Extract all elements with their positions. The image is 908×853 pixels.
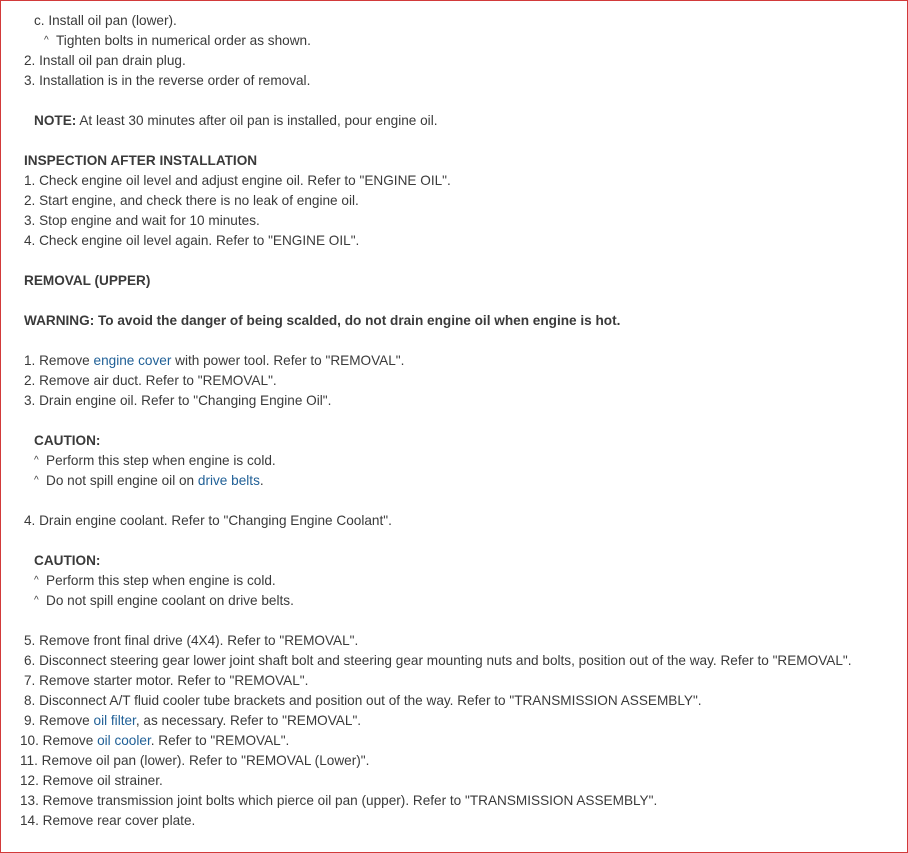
step-text: 9. Remove: [24, 713, 94, 728]
note-label: NOTE:: [34, 113, 77, 128]
install-note: [1, 111, 907, 131]
removal-heading: REMOVAL (UPPER): [24, 273, 151, 288]
oil-cooler-link[interactable]: oil cooler: [97, 733, 151, 748]
caret-bullet-icon: ^: [34, 455, 39, 466]
removal-step-9: [1, 711, 907, 731]
note-text: At least 30 minutes after oil pan is installed, pour engine oil.: [76, 113, 438, 128]
install-step-c-note: [1, 31, 907, 51]
caution-label: CAUTION:: [34, 553, 101, 568]
drive-belts-link[interactable]: drive belts: [197, 473, 260, 488]
caution-item: [1, 591, 907, 611]
removal-step-6: 6. Disconnect steering gear lower joint shaft bolt and steering gear mounting nuts and bolts, position out of the way. Refer to "REMOVAL".: [24, 653, 852, 668]
caution-text: .: [259, 473, 264, 488]
removal-step-3: 3. Drain engine oil. Refer to "Changing Engine Oil".: [24, 393, 332, 408]
removal-step-1: [1, 351, 907, 371]
removal-step-11: 11. Remove oil pan (lower). Refer to "REMOVAL (Lower)".: [20, 753, 370, 768]
caution-text: Do not spill engine coolant on drive belts.: [46, 593, 294, 608]
removal-step-8: 8. Disconnect A/T fluid cooler tube brackets and position out of the way. Refer to "TRANSMISSION ASSEMBLY".: [24, 693, 702, 708]
caution-item: [1, 571, 907, 591]
removal-step-2: 2. Remove air duct. Refer to "REMOVAL".: [24, 373, 277, 388]
caret-bullet-icon: ^: [34, 575, 39, 586]
install-step-3: 3. Installation is in the reverse order of removal.: [24, 73, 311, 88]
removal-step-5: 5. Remove front final drive (4X4). Refer to "REMOVAL".: [24, 633, 359, 648]
inspection-step: 2. Start engine, and check there is no leak of engine oil.: [24, 193, 359, 208]
caret-bullet-icon: ^: [34, 475, 39, 486]
step-text: 10. Remove: [20, 733, 98, 748]
caret-bullet-icon: ^: [34, 595, 39, 606]
step-text: 1. Remove: [24, 353, 94, 368]
removal-step-12: 12. Remove oil strainer.: [20, 773, 163, 788]
caution-label: CAUTION:: [34, 433, 101, 448]
removal-step-7: 7. Remove starter motor. Refer to "REMOVAL".: [24, 673, 309, 688]
step-text: . Refer to "REMOVAL".: [150, 733, 290, 748]
removal-step-10: [1, 731, 907, 751]
inspection-step: 1. Check engine oil level and adjust engine oil. Refer to "ENGINE OIL".: [24, 173, 451, 188]
caution-text: Perform this step when engine is cold.: [46, 573, 276, 588]
removal-step-14: 14. Remove rear cover plate.: [20, 813, 196, 828]
removal-step-4: 4. Drain engine coolant. Refer to "Changing Engine Coolant".: [24, 513, 392, 528]
caret-bullet-icon: ^: [44, 35, 49, 46]
inspection-heading: INSPECTION AFTER INSTALLATION: [24, 153, 258, 168]
caution-item: [1, 471, 907, 491]
inspection-step: 3. Stop engine and wait for 10 minutes.: [24, 213, 260, 228]
step-text: , as necessary. Refer to "REMOVAL".: [135, 713, 362, 728]
caution-item: [1, 451, 907, 471]
inspection-step: 4. Check engine oil level again. Refer to "ENGINE OIL".: [24, 233, 360, 248]
install-step-2: 2. Install oil pan drain plug.: [24, 53, 186, 68]
install-step-c: c. Install oil pan (lower).: [34, 13, 177, 28]
engine-cover-link[interactable]: engine cover: [93, 353, 172, 368]
oil-filter-link[interactable]: oil filter: [93, 713, 136, 728]
step-text: with power tool. Refer to "REMOVAL".: [171, 353, 405, 368]
warning-text: WARNING: To avoid the danger of being scalded, do not drain engine oil when engine is hot.: [24, 313, 621, 328]
caution-text: Perform this step when engine is cold.: [46, 453, 276, 468]
removal-step-13: 13. Remove transmission joint bolts which pierce oil pan (upper). Refer to "TRANSMISSION ASSEMBLY".: [20, 793, 658, 808]
note-text: Tighten bolts in numerical order as shown.: [56, 33, 311, 48]
caution-text: Do not spill engine oil on: [46, 473, 198, 488]
